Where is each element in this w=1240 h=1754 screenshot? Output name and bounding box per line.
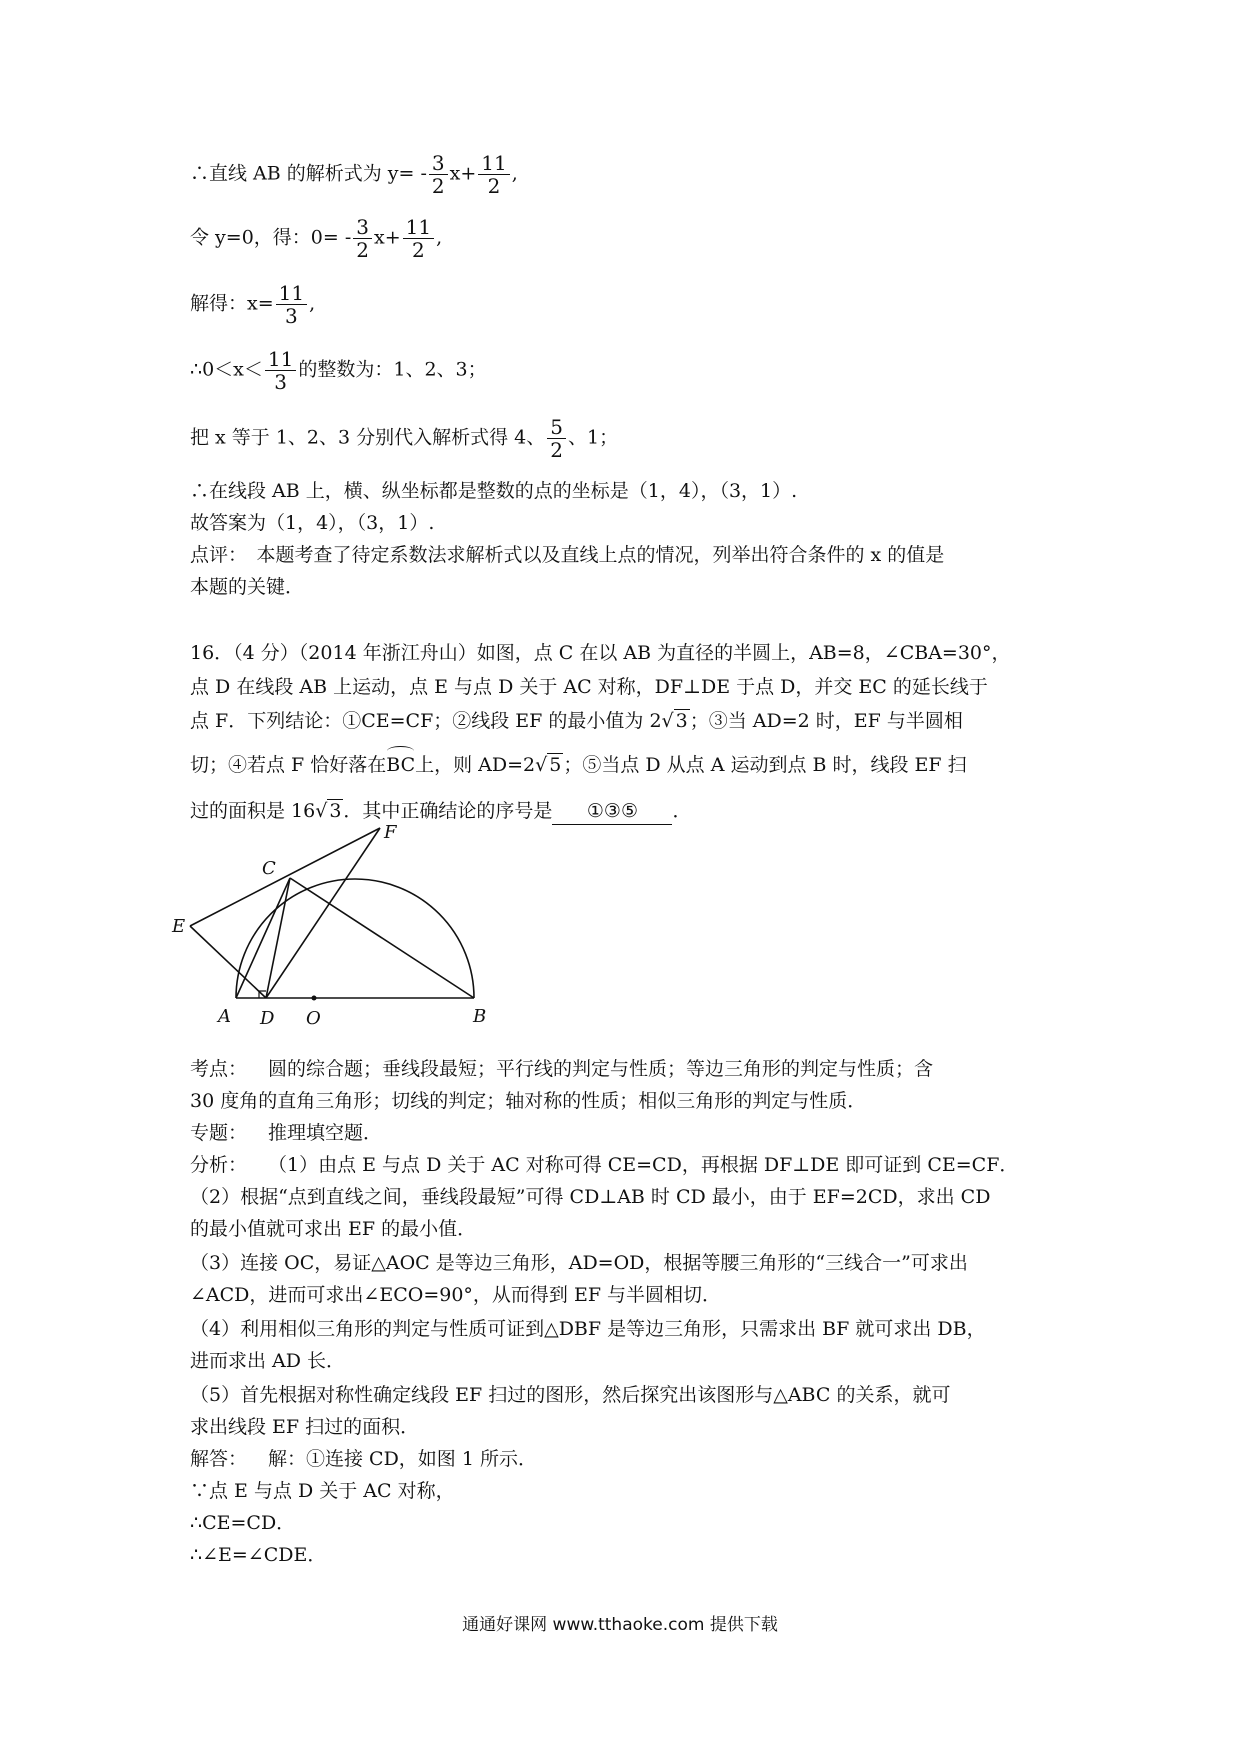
fraction: [429, 152, 448, 197]
sqrt: √ 3: [315, 800, 342, 822]
text: x+: [449, 162, 477, 185]
problem-line-2: 点 D 在线段 AB 上运动，点 E 与点 D 关于 AC 对称，DF⊥DE 于点 D，并交 EC 的延长线于: [190, 676, 988, 698]
problem-line-1: 16．（4 分）（2014 年浙江舟山）如图，点 C 在以 AB 为直径的半圆上，AB=8，∠CBA=30°，: [190, 642, 1011, 664]
denominator: 2: [356, 238, 369, 262]
line-integer-range: [190, 348, 487, 393]
fenxi-line-3: 的最小值就可求出 EF 的最小值．: [190, 1218, 477, 1240]
fenxi-line-2: （2）根据“点到直线之间，垂线段最短”可得 CD⊥AB 时 CD 最小，由于 EF=2CD，求出 CD: [190, 1186, 991, 1208]
text: ；⑤当点 D 从点 A 运动到点 B 时，线段 EF 扫: [563, 754, 967, 776]
radicand: 5: [549, 754, 562, 776]
text: 点 F．下列结论：①CE=CF；②线段 EF 的最小值为 2: [190, 710, 662, 732]
line-ab-expression: [190, 152, 518, 197]
line-substitute: [190, 416, 618, 461]
line-answer: 故答案为（1，4），（3，1）.: [190, 512, 435, 534]
label-b: B: [473, 1006, 487, 1027]
radicand: 3: [675, 710, 688, 732]
denominator: 2: [550, 438, 564, 462]
numerator: 11: [403, 216, 434, 239]
text: ,: [309, 292, 316, 315]
zhuanti-line: [190, 1120, 382, 1146]
denominator: 3: [274, 370, 287, 394]
label-c: C: [262, 858, 276, 879]
text: x+: [373, 226, 401, 249]
numerator: 3: [353, 216, 372, 239]
jieda-label: 解答：: [190, 1448, 248, 1470]
text: 过的面积是 16: [190, 800, 316, 822]
text: 推理填空题．: [268, 1122, 383, 1144]
numerator: 11: [265, 348, 296, 371]
kaodian-line-2: 30 度角的直角三角形；切线的判定；轴对称的性质；相似三角形的判定与性质．: [190, 1090, 867, 1112]
denominator: 2: [431, 174, 445, 198]
fraction: [265, 348, 296, 393]
text: ∴0＜x＜: [190, 358, 263, 381]
text: 、1；: [568, 426, 619, 449]
kaodian-line-1: [190, 1056, 933, 1082]
fenxi-line-6: （4）利用相似三角形的判定与性质可证到△DBF 是等边三角形，只需求出 BF 就可求出 DB，: [190, 1318, 986, 1340]
label-a: A: [218, 1006, 231, 1027]
numerator: 5: [547, 416, 566, 439]
fenxi-line-1: [190, 1152, 1018, 1178]
center-point-o: [312, 996, 317, 1001]
numerator: 11: [478, 152, 509, 175]
kaodian-label: 考点：: [190, 1058, 248, 1080]
geometry-figure: [172, 822, 500, 1038]
fenxi-line-8: （5）首先根据对称性确定线段 EF 扫过的图形，然后探究出该图形与△ABC 的关系，就可: [190, 1384, 951, 1406]
semicircle: [236, 879, 474, 998]
answer-blank: ①③⑤: [552, 798, 672, 825]
segment-cb: [290, 878, 474, 998]
line-let-y-zero: [190, 216, 442, 261]
text: ．其中正确结论的序号是: [343, 800, 553, 822]
fenxi-line-7: 进而求出 AD 长．: [190, 1350, 346, 1372]
text: 把 x 等于 1、2、3 分别代入解析式得 4、: [190, 426, 546, 449]
sqrt: √ 3: [661, 710, 688, 732]
problem-line-4: [190, 752, 967, 778]
problem-line-3: [190, 708, 963, 734]
label-d: D: [260, 1008, 275, 1029]
line-integer-points: ∴在线段 AB 上，横、纵坐标都是整数的点的坐标是（1，4），（3，1）.: [190, 480, 798, 502]
text: 解得：x=: [190, 292, 274, 315]
jieda-line-3: ∴CE=CD．: [190, 1512, 296, 1534]
problem-line-5: [190, 798, 691, 825]
page-footer: 通通好课网 www.tthaoke.com 提供下载: [462, 1615, 778, 1635]
segment-ed: [190, 926, 266, 998]
denominator: 2: [487, 174, 501, 198]
fenxi-label: 分析：: [190, 1154, 248, 1176]
segment-ac: [236, 878, 290, 998]
text: ,: [436, 226, 443, 249]
fenxi-line-9: 求出线段 EF 扫过的面积．: [190, 1416, 420, 1438]
jieda-line-2: ∵点 E 与点 D 关于 AC 对称，: [190, 1480, 455, 1502]
text: 的整数为：1、2、3；: [298, 358, 487, 381]
fenxi-line-5: ∠ACD，进而可求出∠ECO=90°，从而得到 EF 与半圆相切．: [190, 1284, 722, 1306]
fraction: [276, 282, 307, 327]
label-f: F: [384, 822, 397, 843]
label-e: E: [172, 916, 186, 937]
text: 解：①连接 CD，如图 1 所示．: [268, 1448, 537, 1470]
radicand: 3: [329, 800, 342, 822]
numerator: 11: [276, 282, 307, 305]
text: ；③当 AD=2 时，EF 与半圆相: [689, 710, 963, 732]
line-solve-x: [190, 282, 315, 327]
text: 圆的综合题；垂线段最短；平行线的判定与性质；等边三角形的判定与性质；含: [268, 1058, 934, 1080]
line-comment-1: 点评： 本题考查了待定系数法求解析式以及直线上点的情况，列举出符合条件的 x 的值是: [190, 544, 945, 566]
fraction: [547, 416, 566, 461]
text: ,: [511, 162, 518, 185]
sqrt: √ 5: [535, 754, 562, 776]
fraction: [353, 216, 372, 261]
fenxi-line-4: （3）连接 OC，易证△AOC 是等边三角形，AD=OD，根据等腰三角形的“三线合一”可求出: [190, 1252, 968, 1274]
text: （1）由点 E 与点 D 关于 AC 对称可得 CE=CD，再根据 DF⊥DE 即可证到 CE=CF．: [268, 1154, 1019, 1176]
text: 上，则 AD=2: [415, 754, 536, 776]
jieda-line-1: [190, 1446, 537, 1472]
denominator: 3: [285, 304, 298, 328]
jieda-line-4: ∴∠E=∠CDE．: [190, 1544, 327, 1566]
fraction: [403, 216, 434, 261]
arc-bc: BC: [386, 754, 416, 776]
zhuanti-label: 专题：: [190, 1122, 248, 1144]
text: 令 y=0，得：0= -: [190, 226, 352, 249]
text: 切；④若点 F 恰好落在: [190, 754, 387, 776]
text: ．: [672, 800, 692, 822]
numerator: 3: [429, 152, 448, 175]
label-o: O: [306, 1008, 321, 1029]
fraction: [478, 152, 509, 197]
segment-ef: [190, 828, 380, 926]
line-comment-2: 本题的关键．: [190, 576, 305, 598]
text: ∴直线 AB 的解析式为 y= -: [190, 162, 427, 185]
denominator: 2: [411, 238, 425, 262]
